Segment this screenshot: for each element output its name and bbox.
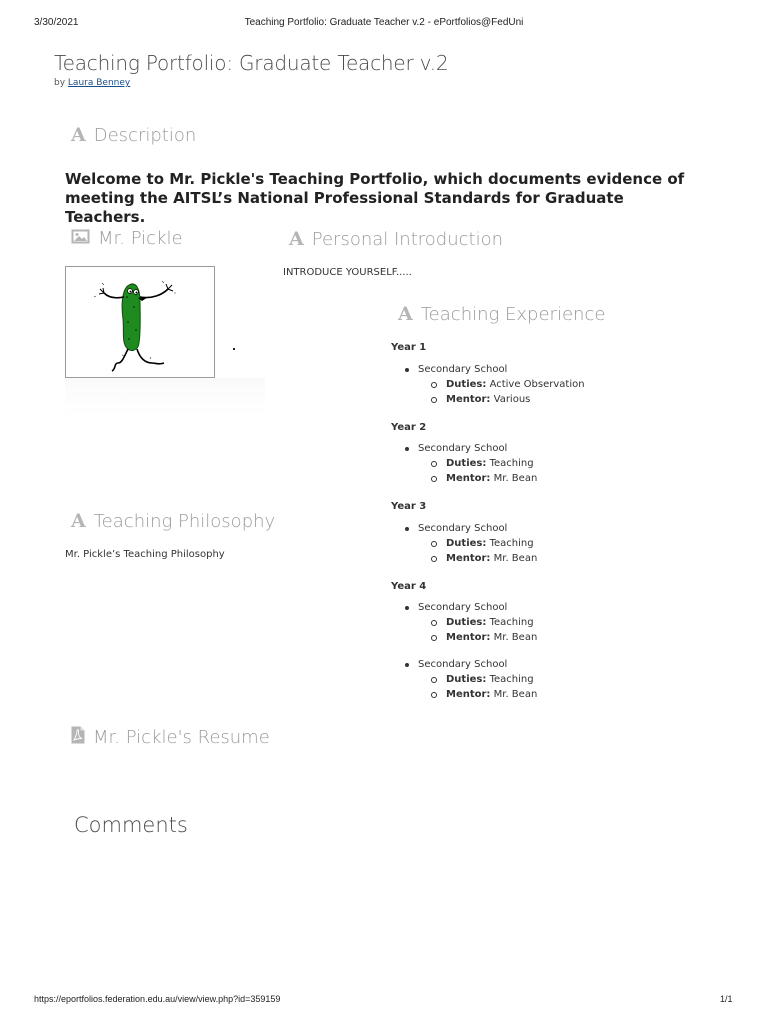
image-block-title	[71, 228, 183, 249]
mentor-label: Mentor:	[446, 689, 491, 700]
author-link[interactable]: Laura Benney	[67, 78, 131, 88]
duties-value: Teaching	[489, 674, 534, 685]
text-block-icon: A	[289, 228, 304, 250]
comments-heading: Comments	[74, 813, 188, 837]
resume-block-title[interactable]	[71, 726, 270, 749]
list-item	[431, 553, 537, 564]
bullet-ring	[431, 541, 437, 547]
description-block-title	[71, 124, 196, 146]
image-block-label: Mr. Pickle	[98, 228, 183, 249]
print-doc-title: Teaching Portfolio: Graduate Teacher v.2 - ePortfolios@FedUni	[244, 17, 524, 28]
print-date: 3/30/2021	[34, 17, 79, 28]
bullet-dot	[405, 663, 409, 667]
mentor-label: Mentor:	[446, 394, 491, 405]
list-item	[431, 632, 537, 643]
mentor-label: Mentor:	[446, 473, 491, 484]
print-url: https://eportfolios.federation.edu.au/view/view.php?id=359159	[34, 994, 281, 1004]
list-item	[431, 674, 534, 685]
list-item	[431, 379, 585, 390]
text-block-icon: A	[71, 510, 86, 532]
year-label: Year 2	[391, 422, 427, 433]
mentor-value: Mr. Bean	[493, 473, 538, 484]
intro-block-title	[289, 228, 503, 250]
mentor-label: Mentor:	[446, 632, 491, 643]
description-text: Welcome to Mr. Pickle's Teaching Portfolio, which documents evidence of meeting the AITSL’s National Professional Standards for Graduate Teachers.	[65, 170, 685, 226]
duties-value: Teaching	[489, 617, 534, 628]
bullet-ring	[431, 397, 437, 403]
year-label: Year 4	[391, 581, 427, 592]
bullet-ring	[431, 620, 437, 626]
duties-label: Duties:	[446, 458, 487, 469]
text-block-icon: A	[398, 303, 413, 325]
duties-value: Teaching	[489, 458, 534, 469]
intro-text: INTRODUCE YOURSELF.....	[283, 267, 412, 278]
pdf-file-icon	[71, 726, 85, 749]
duties-value: Teaching	[489, 538, 534, 549]
list-item	[405, 602, 507, 613]
bullet-ring	[431, 382, 437, 388]
philosophy-title: Teaching Philosophy	[93, 510, 276, 532]
mentor-value: Mr. Bean	[493, 632, 538, 643]
school-name: Secondary School	[418, 443, 508, 454]
school-name: Secondary School	[418, 523, 508, 534]
list-item	[431, 458, 534, 469]
school-name: Secondary School	[418, 364, 508, 375]
bullet-dot	[405, 368, 409, 372]
byline-prefix: by	[54, 78, 66, 88]
intro-title: Personal Introduction	[311, 228, 503, 250]
list-item	[405, 523, 507, 534]
image-icon	[71, 228, 90, 249]
mentor-value: Mr. Bean	[493, 689, 538, 700]
page-title: Teaching Portfolio: Graduate Teacher v.2	[54, 51, 449, 75]
duties-label: Duties:	[446, 617, 487, 628]
list-item	[405, 659, 507, 670]
bullet-ring	[431, 692, 437, 698]
list-item	[431, 617, 534, 628]
bullet-dot	[405, 606, 409, 610]
list-item	[405, 364, 507, 375]
duties-value: Active Observation	[489, 379, 585, 390]
school-name: Secondary School	[418, 659, 508, 670]
text-block-icon: A	[71, 124, 86, 146]
bullet-ring	[431, 635, 437, 641]
mentor-value: Various	[493, 394, 531, 405]
list-item	[431, 538, 534, 549]
print-page-number: 1/1	[720, 994, 733, 1004]
bullet-ring	[431, 476, 437, 482]
duties-label: Duties:	[446, 379, 487, 390]
resume-title: Mr. Pickle's Resume	[93, 727, 270, 748]
year-label: Year 1	[391, 342, 427, 353]
byline	[54, 78, 130, 88]
mentor-label: Mentor:	[446, 553, 491, 564]
bullet-ring	[431, 677, 437, 683]
image-shadow	[65, 378, 265, 416]
philosophy-block-title	[71, 510, 275, 532]
description-title: Description	[93, 124, 197, 146]
year-label: Year 3	[391, 501, 427, 512]
bullet-dot	[405, 447, 409, 451]
list-item	[431, 473, 537, 484]
philosophy-text: Mr. Pickle’s Teaching Philosophy	[65, 549, 225, 560]
list-item	[431, 394, 530, 405]
duties-label: Duties:	[446, 538, 487, 549]
pickle-image[interactable]	[65, 266, 215, 378]
bullet-dot	[405, 527, 409, 531]
stray-dot	[233, 348, 235, 350]
experience-title: Teaching Experience	[420, 303, 606, 325]
school-name: Secondary School	[418, 602, 508, 613]
list-item	[405, 443, 507, 454]
list-item	[431, 689, 537, 700]
experience-block-title	[398, 303, 605, 325]
duties-label: Duties:	[446, 674, 487, 685]
bullet-ring	[431, 556, 437, 562]
mentor-value: Mr. Bean	[493, 553, 538, 564]
bullet-ring	[431, 461, 437, 467]
